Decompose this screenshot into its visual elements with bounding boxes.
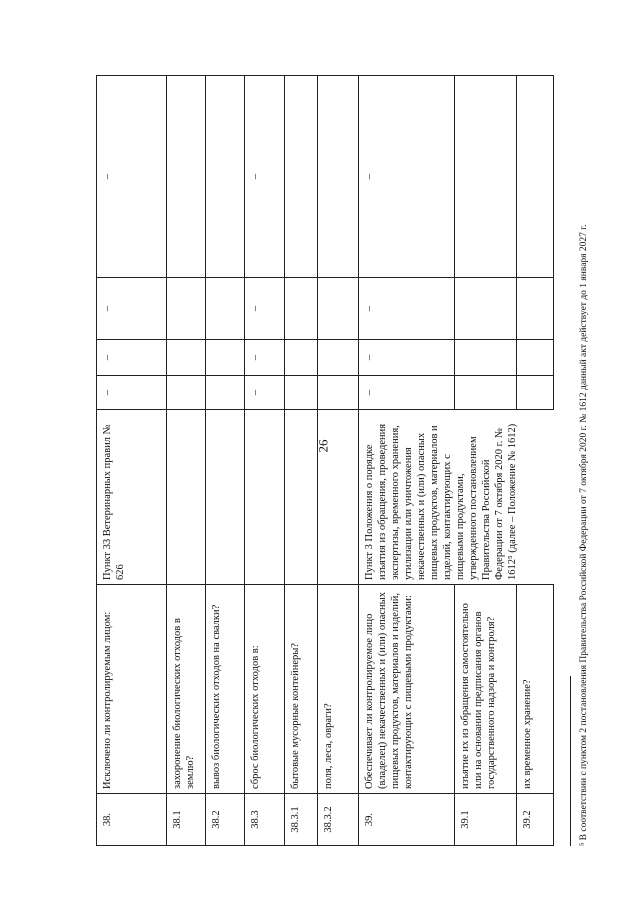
answer-no: – — [245, 339, 285, 375]
answer-not-applicable — [167, 277, 206, 339]
row-reference — [315, 409, 359, 584]
answer-yes — [167, 375, 206, 409]
row-question: Исключено ли контролируемым лицом: — [97, 584, 167, 793]
table-row — [166, 75, 206, 845]
row-number: 38. — [97, 793, 167, 845]
row-number: 38.2 — [206, 793, 245, 845]
answer-no: – — [97, 339, 167, 375]
row-number: 39.2 — [517, 793, 554, 845]
row-number: 39.1 — [455, 793, 517, 845]
row-question: бытовые мусорные контейнеры? — [285, 584, 318, 793]
answer-not-applicable — [517, 277, 554, 339]
answer-yes — [318, 375, 359, 409]
answer-not-applicable — [318, 277, 359, 339]
answer-note — [517, 75, 554, 277]
answer-yes: – — [97, 375, 167, 409]
row-question: поля, леса, овраги? — [318, 584, 359, 793]
row-question: их временное хранение? — [517, 584, 554, 793]
row-reference: Пункт 3 Положения о порядке изъятия из обращения, проведения экспертизы, временного хранения, утилизации или уничтожения некачественных и (или) опасных пищевых продуктов, материалов и изделий, контактирующих с пищевыми продуктами, утвержденного постановлением Правительства Российской Федерации от 7 октября 2020 г. № 1612⁵ (далее – Положение № 1612) — [359, 409, 554, 584]
page-number: 26 — [315, 439, 331, 453]
row-number: 38.3.2 — [318, 793, 359, 845]
answer-not-applicable: – — [97, 277, 167, 339]
row-question: Обеспечивает ли контролируемое лицо (владелец) некачественных и (или) опасных пищевых продуктов, материалов и изделий, контактирующих с пищевыми продуктами: — [359, 584, 455, 793]
answer-no — [318, 339, 359, 375]
checklist-table — [96, 75, 554, 846]
row-number: 38.3 — [245, 793, 285, 845]
answer-no — [517, 339, 554, 375]
row-question: вывоз биологических отходов на свалки? — [206, 584, 245, 793]
answer-no — [206, 339, 245, 375]
row-number: 39. — [359, 793, 455, 845]
answer-note: – — [97, 75, 167, 277]
row-reference — [206, 409, 245, 584]
row-question: изъятие их из обращения самостоятельно или на основании предписания органов государственного надзора и контроля? — [455, 584, 517, 793]
answer-no: – — [359, 339, 455, 375]
row-reference — [285, 409, 318, 584]
answer-yes — [517, 375, 554, 409]
table-row — [284, 75, 318, 845]
row-number: 38.1 — [167, 793, 206, 845]
footnote-rule — [570, 676, 571, 846]
table-row — [96, 75, 167, 845]
answer-not-applicable — [206, 277, 245, 339]
answer-not-applicable: – — [245, 277, 285, 339]
answer-yes: – — [359, 375, 455, 409]
answer-no — [285, 339, 318, 375]
row-question: захоронение биологических отходов в землю? — [167, 584, 206, 793]
answer-no — [167, 339, 206, 375]
answer-note — [318, 75, 359, 277]
answer-yes — [455, 375, 517, 409]
answer-note — [455, 75, 517, 277]
answer-not-applicable — [285, 277, 318, 339]
row-reference: Пункт 33 Ветеринарных правил № 626 — [97, 409, 167, 584]
row-number: 38.3.1 — [285, 793, 318, 845]
answer-no — [455, 339, 517, 375]
answer-note: – — [359, 75, 455, 277]
answer-not-applicable — [455, 277, 517, 339]
answer-note — [285, 75, 318, 277]
table-row — [317, 75, 359, 845]
answer-note — [167, 75, 206, 277]
answer-note: – — [245, 75, 285, 277]
row-question: сброс биологических отходов в: — [245, 584, 285, 793]
answer-not-applicable: – — [359, 277, 455, 339]
footnote: ⁵ В соответствии с пунктом 2 постановления Правительства Российской Федерации от 7 октября 2020 г. № 1612 данный акт действует до 1 января 2027 г. — [579, 224, 589, 846]
table-row — [205, 75, 245, 845]
table-row — [244, 75, 285, 845]
answer-yes: – — [245, 375, 285, 409]
answer-yes — [285, 375, 318, 409]
answer-yes — [206, 375, 245, 409]
answer-note — [206, 75, 245, 277]
row-reference — [167, 409, 206, 584]
row-reference — [245, 409, 285, 584]
